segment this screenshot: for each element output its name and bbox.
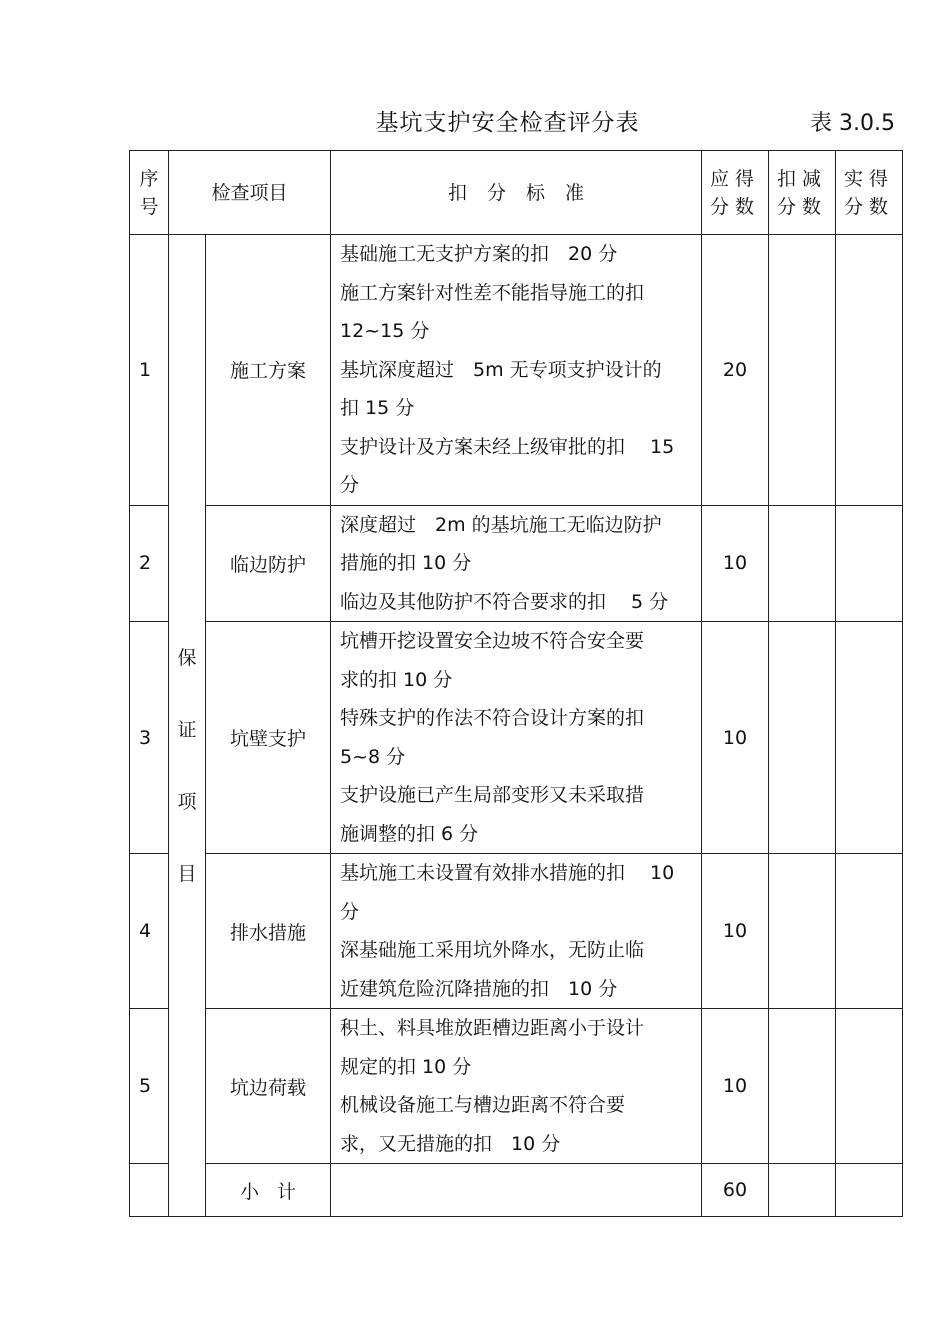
row-seq: 3 <box>130 622 169 854</box>
table-row <box>130 505 903 622</box>
criteria-line: 基础施工无支护方案的扣 20 分 <box>340 243 618 265</box>
row-item: 坑壁支护 <box>206 622 331 854</box>
subtotal-row <box>130 1164 903 1217</box>
row-item: 排水措施 <box>206 854 331 1009</box>
criteria-line: 基坑施工未设置有效排水措施的扣 10 <box>340 862 675 884</box>
row-actual <box>836 854 903 1009</box>
table-number: 表 3.0.5 <box>810 111 895 136</box>
header-seq: 序 号 <box>130 151 169 235</box>
group-label: 保 证 项 目 <box>169 235 206 1217</box>
criteria-line: 规定的扣 10 分 <box>340 1055 472 1078</box>
criteria-line: 分 <box>340 900 360 923</box>
row-due: 10 <box>702 622 769 854</box>
table-row <box>130 622 903 854</box>
row-criteria <box>331 505 702 622</box>
criteria-line: 支护设施已产生局部变形又未采取措 <box>340 784 645 806</box>
score-table <box>129 150 903 1217</box>
table-row <box>130 854 903 1009</box>
header-due: 应得 分数 <box>702 151 769 235</box>
row-actual <box>836 235 903 506</box>
criteria-line: 机械设备施工与槽边距离不符合要 <box>340 1094 626 1116</box>
subtotal-criteria <box>331 1164 702 1217</box>
subtotal-label: 小计 <box>206 1164 331 1217</box>
criteria-line: 临边及其他防护不符合要求的扣 5 分 <box>340 590 669 613</box>
row-actual <box>836 622 903 854</box>
row-due: 10 <box>702 1009 769 1164</box>
row-deducted <box>769 854 836 1009</box>
criteria-line: 积土、料具堆放距槽边距离小于设计 <box>340 1017 645 1039</box>
subtotal-deducted <box>769 1164 836 1217</box>
criteria-line: 5~8 分 <box>340 745 406 768</box>
criteria-line: 深基础施工采用坑外降水，无防止临 <box>340 939 645 961</box>
row-item: 临边防护 <box>206 505 331 622</box>
row-deducted <box>769 235 836 506</box>
criteria-line: 深度超过 2m 的基坑施工无临边防护 <box>340 513 662 536</box>
header-deducted: 扣减 分数 <box>769 151 836 235</box>
row-deducted <box>769 1009 836 1164</box>
row-due: 10 <box>702 505 769 622</box>
row-deducted <box>769 622 836 854</box>
criteria-line: 坑槽开挖设置安全边坡不符合安全要 <box>340 630 645 652</box>
subtotal-seq <box>130 1164 169 1217</box>
header-criteria: 扣分标准 <box>331 151 702 235</box>
criteria-line: 措施的扣 10 分 <box>340 552 472 574</box>
row-actual <box>836 505 903 622</box>
table-row <box>130 235 903 506</box>
row-item: 坑边荷载 <box>206 1009 331 1164</box>
row-item: 施工方案 <box>206 235 331 506</box>
criteria-line: 施调整的扣 6 分 <box>340 822 479 845</box>
criteria-line: 扣 15 分 <box>340 397 415 419</box>
criteria-line: 分 <box>340 474 360 496</box>
criteria-line: 求的扣 10 分 <box>340 668 453 691</box>
page-title: 基坑支护安全检查评分表 <box>375 110 640 136</box>
row-seq: 4 <box>130 854 169 1009</box>
header-row <box>130 151 903 235</box>
row-criteria <box>331 1009 702 1164</box>
row-seq: 5 <box>130 1009 169 1164</box>
criteria-line: 近建筑危险沉降措施的扣 10 分 <box>340 977 618 1000</box>
subtotal-due: 60 <box>702 1164 769 1217</box>
row-criteria <box>331 622 702 854</box>
header-item: 检查项目 <box>169 151 331 235</box>
table-row <box>130 1009 903 1164</box>
row-seq: 1 <box>130 235 169 506</box>
criteria-line: 支护设计及方案未经上级审批的扣 15 <box>340 435 675 458</box>
criteria-line: 12~15 分 <box>340 320 430 342</box>
row-due: 10 <box>702 854 769 1009</box>
criteria-line: 基坑深度超过 5m 无专项支护设计的 <box>340 358 662 381</box>
row-deducted <box>769 505 836 622</box>
row-seq: 2 <box>130 505 169 622</box>
criteria-line: 求，又无措施的扣 10 分 <box>340 1132 561 1155</box>
row-actual <box>836 1009 903 1164</box>
criteria-line: 施工方案针对性差不能指导施工的扣 <box>340 281 645 304</box>
header-actual: 实得 分数 <box>836 151 903 235</box>
row-due: 20 <box>702 235 769 506</box>
row-criteria <box>331 854 702 1009</box>
criteria-line: 特殊支护的作法不符合设计方案的扣 <box>340 707 645 729</box>
row-criteria <box>331 235 702 506</box>
table-body <box>130 235 903 1217</box>
subtotal-actual <box>836 1164 903 1217</box>
